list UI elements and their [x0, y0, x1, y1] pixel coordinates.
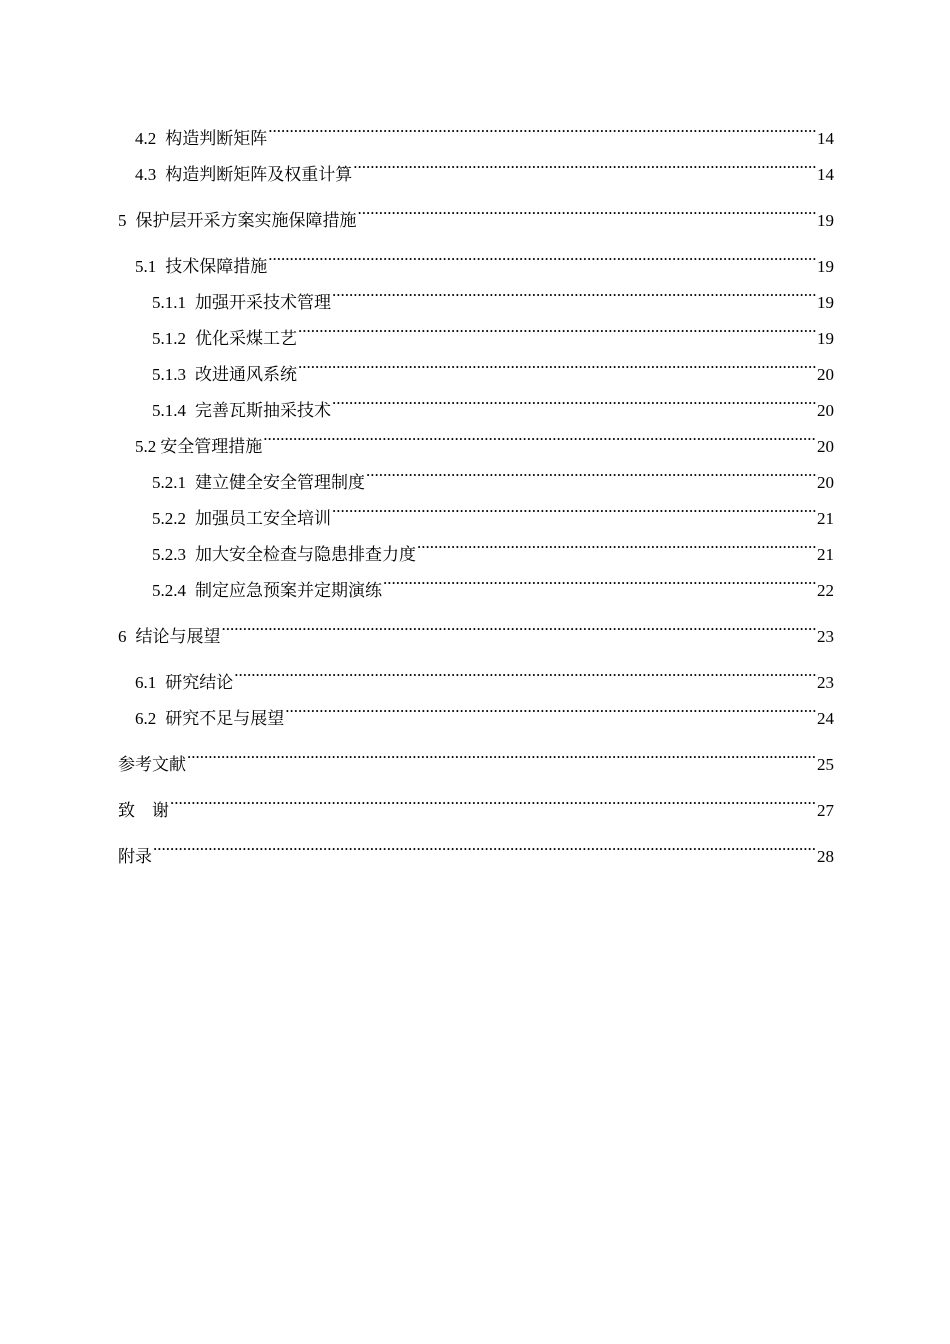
toc-entry-page: 20 [817, 401, 834, 420]
toc-entry-acknowledgements[interactable] [118, 780, 834, 820]
toc-entry-6[interactable] [118, 606, 834, 646]
toc-entry-title: 研究不足与展望 [165, 709, 285, 728]
toc-entry-page: 23 [817, 627, 834, 646]
dot-leader [268, 236, 816, 272]
dot-leader [298, 344, 816, 380]
toc-entry-page: 25 [817, 755, 834, 774]
toc-entry-5-1-4[interactable] [118, 380, 834, 420]
toc-entry-title: 致 谢 [118, 801, 169, 820]
toc-entry-title: 改进通风系统 [195, 365, 297, 384]
toc-entry-5[interactable] [118, 190, 834, 230]
toc-entry-page: 14 [817, 129, 834, 148]
toc-entry-title: 完善瓦斯抽采技术 [195, 401, 331, 420]
toc-entry-4-2[interactable] [118, 108, 834, 148]
toc-entry-5-1-2[interactable] [118, 308, 834, 348]
dot-leader [383, 560, 816, 596]
toc-entry-page: 24 [817, 709, 834, 728]
dot-leader [234, 652, 816, 688]
toc-entry-5-2-4[interactable] [118, 560, 834, 600]
toc-entry-number: 5.1.3 [152, 365, 186, 384]
toc-entry-page: 20 [817, 365, 834, 384]
toc-entry-title: 保护层开采方案实施保障措施 [135, 211, 357, 230]
toc-entry-page: 21 [817, 545, 834, 564]
dot-leader [153, 826, 816, 862]
toc-entry-number: 5.2.1 [152, 473, 186, 492]
toc-entry-number: 5.2 [135, 437, 157, 456]
dot-leader [358, 190, 817, 226]
toc-entry-number: 4.2 [135, 129, 157, 148]
toc-entry-5-1-1[interactable] [118, 272, 834, 312]
toc-entry-5-2-1[interactable] [118, 452, 834, 492]
toc-entry-title: 加大安全检查与隐患排查力度 [195, 545, 416, 564]
toc-entry-5-1-3[interactable] [118, 344, 834, 384]
dot-leader [268, 108, 816, 144]
toc-entry-page: 19 [817, 257, 834, 276]
dot-leader [332, 272, 816, 308]
toc-entry-number: 5.1 [135, 257, 157, 276]
dot-leader [332, 488, 816, 524]
dot-leader [332, 380, 816, 416]
toc-entry-5-2-2[interactable] [118, 488, 834, 528]
toc-entry-number: 6 [118, 627, 127, 646]
toc-entry-5-2[interactable] [118, 416, 834, 456]
toc-entry-page: 22 [817, 581, 834, 600]
toc-entry-number: 5.2.4 [152, 581, 186, 600]
toc-entry-title: 优化采煤工艺 [195, 329, 297, 348]
toc-entry-appendix[interactable] [118, 826, 834, 866]
toc-entry-references[interactable] [118, 734, 834, 774]
toc-entry-page: 20 [817, 437, 834, 456]
toc-entry-number: 5 [118, 211, 127, 230]
toc-entry-title: 安全管理措施 [160, 437, 263, 456]
toc-entry-page: 21 [817, 509, 834, 528]
dot-leader [170, 780, 816, 816]
dot-leader [366, 452, 816, 488]
dot-leader [285, 688, 816, 724]
table-of-contents [118, 108, 834, 866]
toc-entry-number: 5.1.1 [152, 293, 186, 312]
toc-entry-title: 建立健全安全管理制度 [195, 473, 365, 492]
toc-entry-number: 4.3 [135, 165, 157, 184]
toc-entry-title: 制定应急预案并定期演练 [195, 581, 382, 600]
toc-entry-number: 5.1.2 [152, 329, 186, 348]
toc-entry-number: 6.1 [135, 673, 157, 692]
toc-entry-6-2[interactable] [118, 688, 834, 728]
toc-entry-title: 附录 [118, 847, 152, 866]
toc-entry-title: 结论与展望 [135, 627, 221, 646]
dot-leader [187, 734, 816, 770]
dot-leader [298, 308, 816, 344]
toc-entry-5-1[interactable] [118, 236, 834, 276]
toc-entry-page: 27 [817, 801, 834, 820]
toc-entry-title: 技术保障措施 [165, 257, 268, 276]
toc-entry-page: 14 [817, 165, 834, 184]
toc-entry-page: 19 [817, 293, 834, 312]
dot-leader [222, 606, 817, 642]
toc-entry-title: 研究结论 [165, 673, 234, 692]
toc-entry-4-3[interactable] [118, 144, 834, 184]
toc-entry-6-1[interactable] [118, 652, 834, 692]
dot-leader [417, 524, 816, 560]
toc-entry-title: 构造判断矩阵及权重计算 [165, 165, 353, 184]
toc-entry-title: 构造判断矩阵 [165, 129, 268, 148]
toc-entry-number: 6.2 [135, 709, 157, 728]
toc-entry-page: 23 [817, 673, 834, 692]
dot-leader [353, 144, 816, 180]
toc-entry-page: 28 [817, 847, 834, 866]
toc-entry-title: 加强开采技术管理 [195, 293, 331, 312]
toc-entry-5-2-3[interactable] [118, 524, 834, 564]
toc-entry-number: 5.2.2 [152, 509, 186, 528]
toc-entry-number: 5.1.4 [152, 401, 186, 420]
toc-entry-page: 19 [817, 211, 834, 230]
toc-entry-number: 5.2.3 [152, 545, 186, 564]
toc-entry-page: 19 [817, 329, 834, 348]
toc-entry-title: 参考文献 [118, 755, 186, 774]
dot-leader [263, 416, 816, 452]
toc-entry-page: 20 [817, 473, 834, 492]
toc-entry-title: 加强员工安全培训 [195, 509, 331, 528]
